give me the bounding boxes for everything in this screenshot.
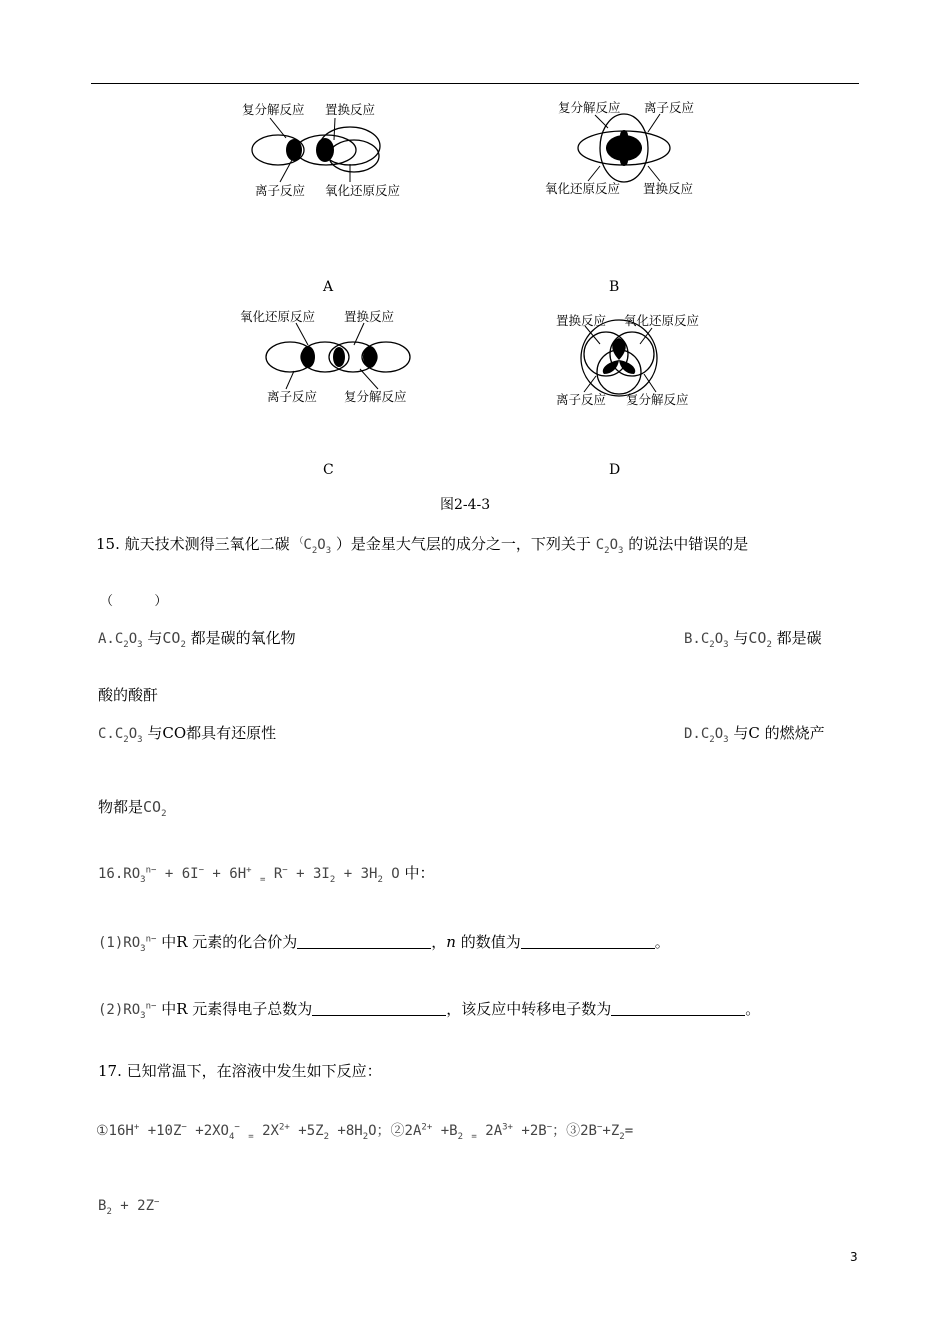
q16-sub2 bbox=[98, 998, 760, 1021]
q15-stem-b: ）是金星大气层的成分之一，下列关于 bbox=[335, 535, 591, 553]
q16-sub1: $(1)RO_3^{n-}$ 中R 元素的化合价为 ，n 的数值为 。 bbox=[98, 933, 670, 954]
q16-end: 。 bbox=[654, 933, 670, 951]
answer-blank[interactable] bbox=[312, 1001, 446, 1016]
figure-caption: 图2-4-3 bbox=[440, 497, 491, 513]
panel-letter-d: D bbox=[609, 462, 621, 478]
panel-letter-c: C bbox=[323, 462, 334, 478]
q15-d-text: 与C 的燃烧产 bbox=[733, 724, 825, 742]
q17-reactions bbox=[96, 1120, 633, 1142]
q16-sub2-formula: $(2)RO_3^{n-}$ bbox=[98, 1001, 157, 1021]
q16-n: n bbox=[446, 933, 456, 951]
q16-sub1-formula: $(1)RO_3^{n-}$ bbox=[98, 934, 157, 954]
q17-stem: 17. 已知常温下，在溶液中发生如下反应： bbox=[98, 1062, 382, 1080]
q16-sub2-b: ，该反应中转移电子数为 bbox=[446, 1000, 612, 1018]
q16-sub2-a: 中R 元素得电子总数为 bbox=[161, 1000, 313, 1018]
formula-c2o3: $D.C_2O_3$ bbox=[684, 726, 729, 745]
q15-option-d[interactable] bbox=[684, 722, 825, 745]
answer-blank[interactable] bbox=[611, 1001, 745, 1016]
q15-option-b[interactable]: $B.C_2O_3$ 与$CO_2$ 都是碳 bbox=[684, 629, 822, 650]
label-a-3: 离子反应 bbox=[255, 183, 306, 198]
formula-c2o3: $^(C_2O_3$ bbox=[294, 536, 332, 556]
q17-reaction-cont bbox=[98, 1196, 159, 1217]
label-b-2: 离子反应 bbox=[644, 100, 695, 115]
q16-end: 。 bbox=[745, 1000, 761, 1018]
q16-formula: $16.RO_3^{n-} + 6I^- + 6H^+$ $_=$ $R^- + 3I_2 + 3H_2$ O bbox=[98, 865, 400, 885]
q17-cont-formula: $B_2 + 2Z^-$ bbox=[98, 1197, 160, 1217]
diagram-a bbox=[230, 98, 430, 208]
label-d-1: 置换反应 bbox=[556, 313, 607, 328]
formula-c2o3: $C_2O_3$ bbox=[595, 537, 624, 556]
formula-c2o3: $A.C_2O_3$ bbox=[98, 631, 143, 650]
formula-c2o3: $C.C_2O_3$ bbox=[98, 726, 143, 745]
label-c-1: 氧化还原反应 bbox=[240, 309, 316, 324]
label-b-4: 置换反应 bbox=[643, 181, 694, 196]
label-d-2: 氧化还原反应 bbox=[624, 313, 700, 328]
formula-c2o3: $B.C_2O_3$ bbox=[684, 631, 729, 650]
panel-letter-a: A bbox=[323, 279, 334, 295]
q15-a-text: 都是碳的氧化物 bbox=[190, 629, 296, 647]
diagram-c bbox=[236, 305, 426, 415]
q16-tail: 中： bbox=[404, 864, 435, 882]
q17-reactions-formula: ①16H+ $+10Z^- +2XO_4^-$ $_=$ $2X^{2+} +5Z_2 +8H_2O$；$②2A^{2+} +B_2$ $_=$ $2A^{3+} +2B^-$；$③2B^-+Z_2=$ bbox=[96, 1122, 634, 1142]
q16-sub1-a: 中R 元素的化合价为 bbox=[161, 933, 298, 951]
label-c-4: 复分解反应 bbox=[344, 389, 407, 404]
diagram-d bbox=[540, 308, 720, 418]
diagram-b bbox=[540, 96, 720, 206]
label-d-4: 复分解反应 bbox=[626, 392, 689, 407]
answer-blank[interactable] bbox=[521, 934, 655, 949]
q15-stem bbox=[96, 533, 748, 556]
header-rule bbox=[91, 83, 859, 84]
q15-d-cont-text: 物都是 bbox=[98, 798, 144, 816]
q15-d-cont bbox=[98, 796, 167, 819]
label-b-1: 复分解反应 bbox=[558, 100, 621, 115]
label-b-3: 氧化还原反应 bbox=[545, 181, 621, 196]
q15-b-text: 都是碳 bbox=[776, 629, 822, 647]
label-a-1: 复分解反应 bbox=[242, 102, 305, 117]
label-d-3: 离子反应 bbox=[556, 392, 607, 407]
q15-option-c[interactable] bbox=[98, 722, 276, 745]
q15-option-a[interactable]: $A.C_2O_3$ 与$CO_2$ 都是碳的氧化物 bbox=[98, 629, 296, 650]
answer-blank[interactable] bbox=[297, 934, 431, 949]
q15-b-cont: 酸的酸酐 bbox=[98, 686, 159, 704]
formula-co2: $CO_2$ bbox=[143, 798, 167, 819]
label-c-2: 置换反应 bbox=[344, 309, 395, 324]
formula-co2: $CO_2$ bbox=[162, 629, 186, 650]
q15-paren: （ ） bbox=[100, 594, 168, 609]
formula-co2: $CO_2$ bbox=[748, 629, 772, 650]
q15-stem-a: 15. 航天技术测得三氧化二碳 bbox=[96, 535, 290, 553]
q16-sub1-b: 的数值为 bbox=[460, 933, 521, 951]
q15-c-text: 与CO都具有还原性 bbox=[147, 724, 277, 742]
q15-stem-c: 的说法中错误的是 bbox=[628, 535, 749, 553]
q16-equation bbox=[98, 862, 435, 885]
panel-letter-b: B bbox=[609, 279, 620, 295]
label-a-4: 氧化还原反应 bbox=[325, 183, 401, 198]
page-number: 3 bbox=[850, 1250, 858, 1264]
label-a-2: 置换反应 bbox=[325, 102, 376, 117]
label-c-3: 离子反应 bbox=[267, 389, 318, 404]
